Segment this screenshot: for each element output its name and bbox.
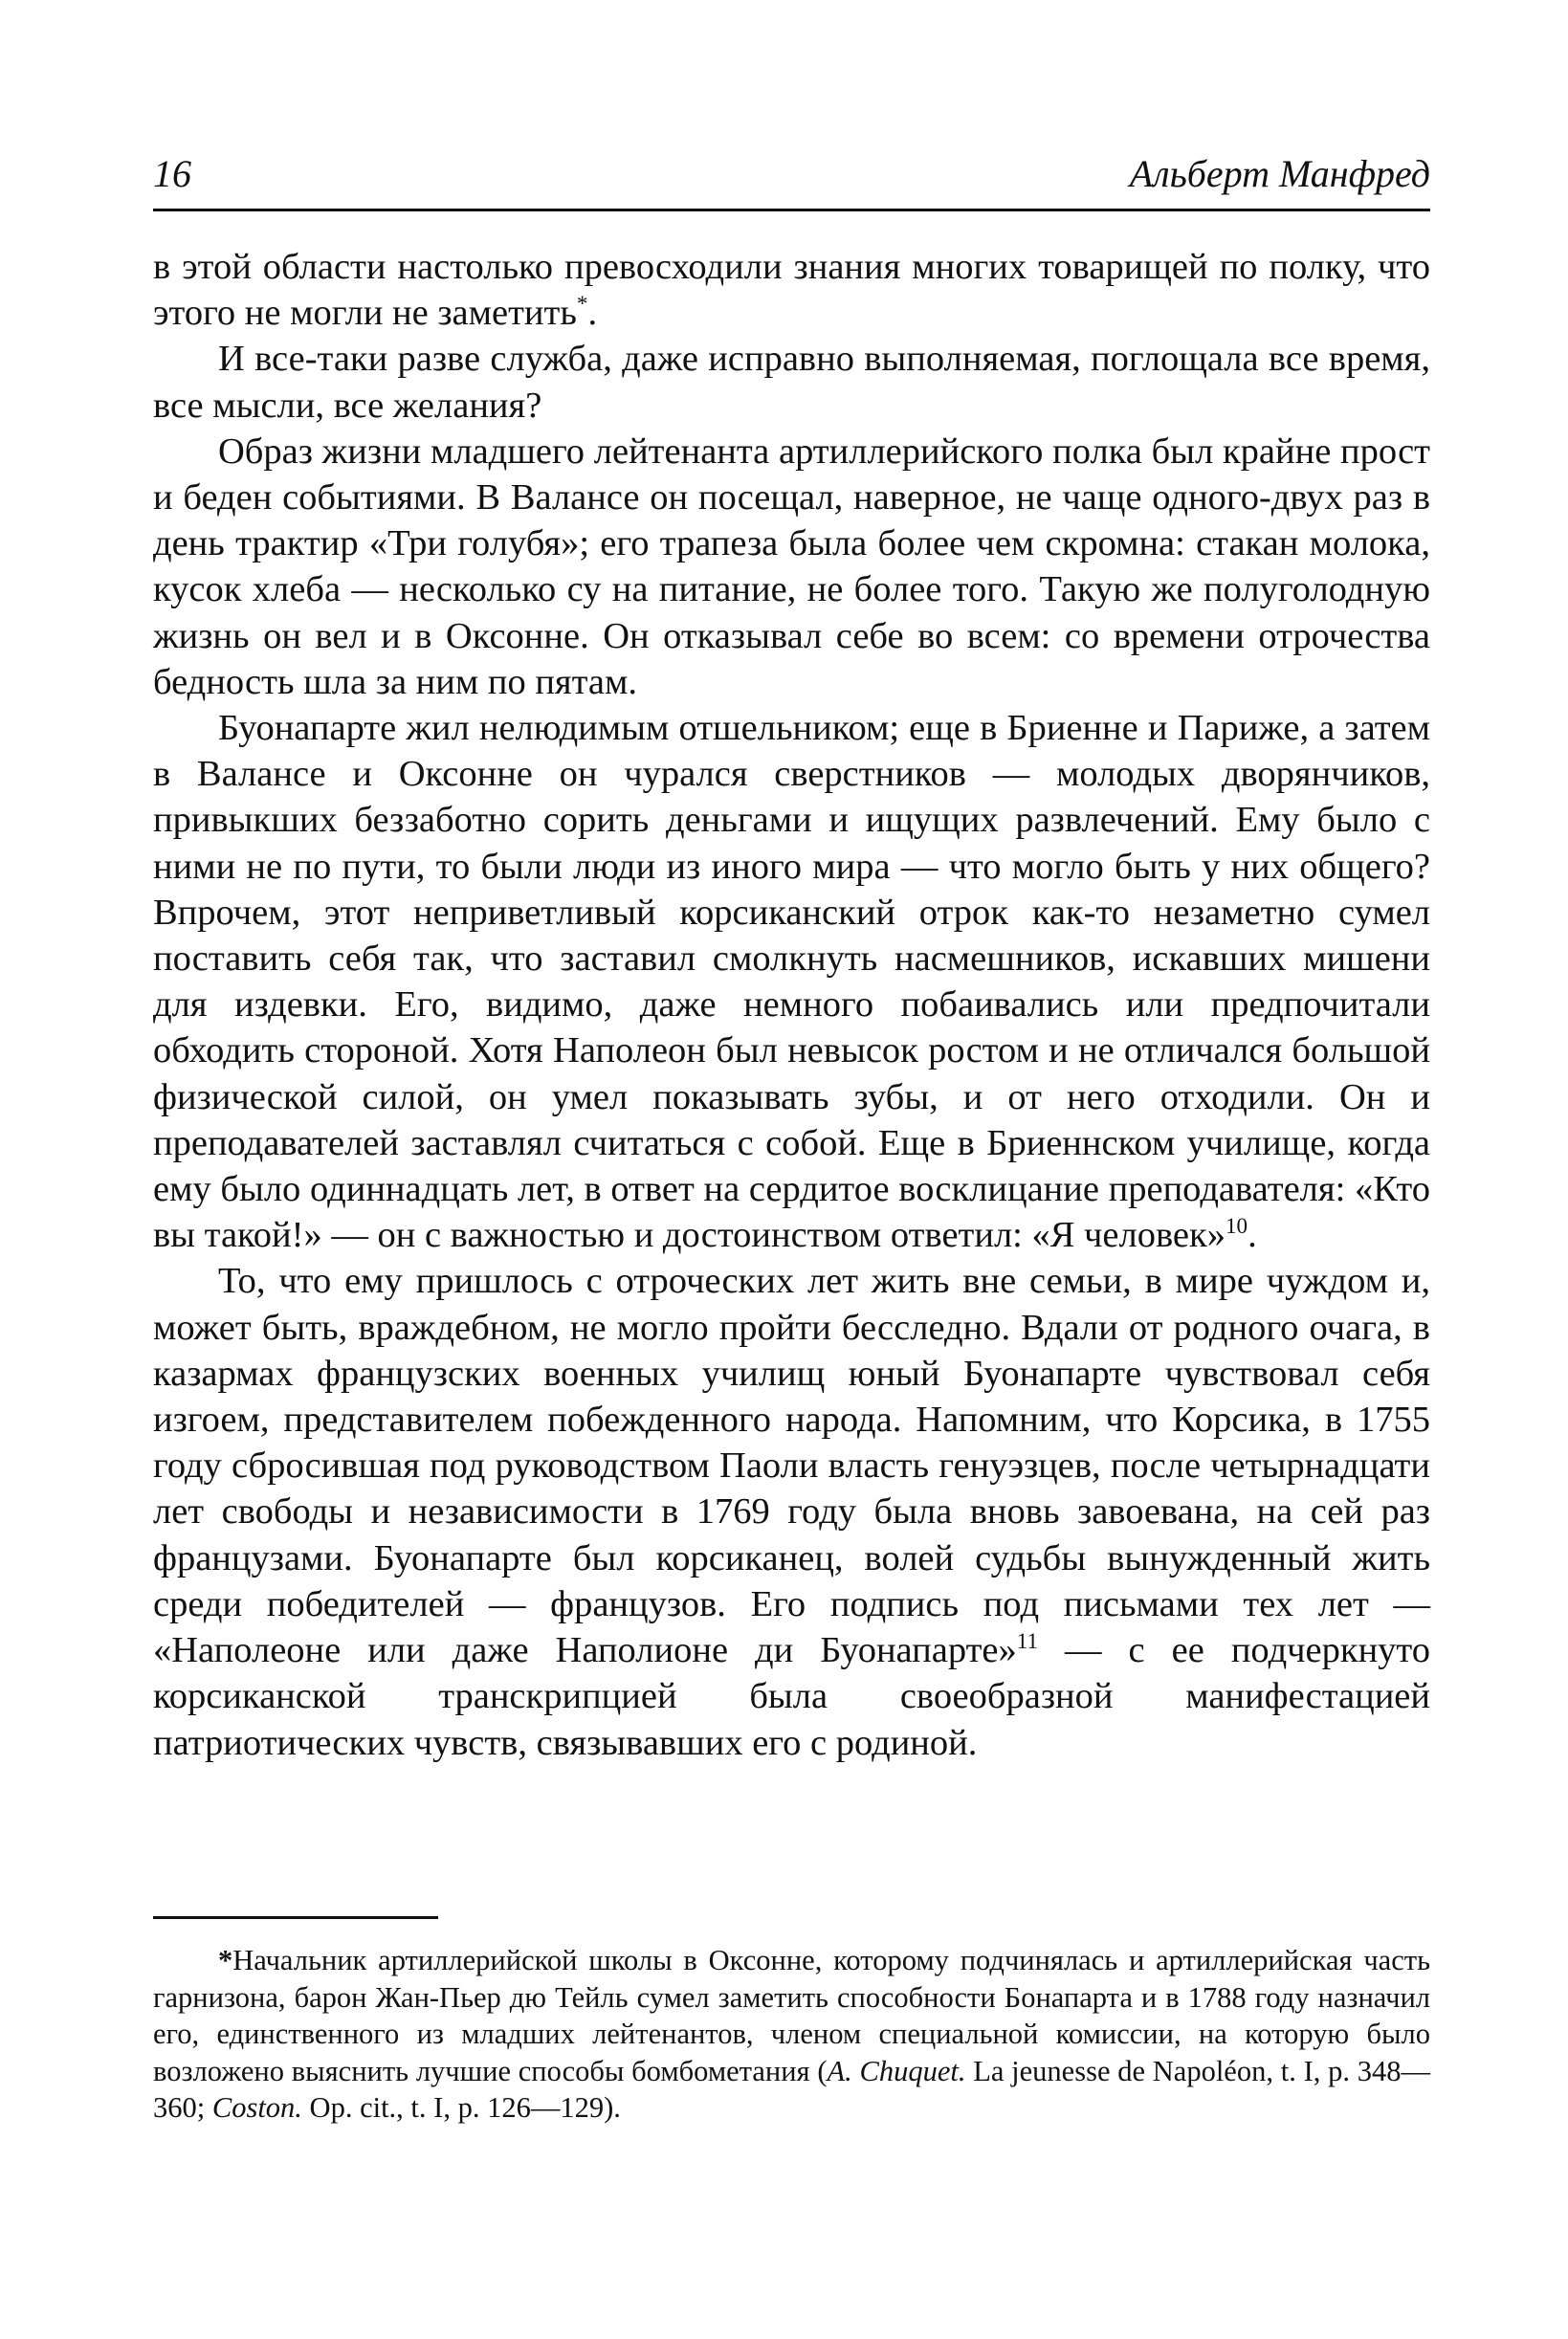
footnote — [153, 1942, 1430, 2127]
running-header — [153, 143, 1430, 201]
note-ref-10: 10 — [1225, 1213, 1248, 1239]
footnote-marker: * — [218, 1944, 233, 1976]
footnote-author-1: A. Chuquet. — [827, 2054, 966, 2087]
header-rule — [153, 209, 1430, 211]
book-page — [153, 143, 1430, 2125]
footnote-author-2: Coston. — [211, 2091, 302, 2125]
paragraph-4-end: . — [1248, 1215, 1257, 1256]
paragraph-3: Образ жизни младшего лейтенанта артиллерийского полка был крайне прост и беден событиями. В Валансе он посещал, наверное, не чаще одного-двух раз в день трактир «Три голубя»; его трапеза была более чем скромна: стакан молока, кусок хлеба — несколько су на питание, не более того. Такую же полуголодную жизнь он вел и в Оксонне. Он отказывал себе во всем: со времени отрочества бедность шла за ним по пятам. — [153, 430, 1430, 702]
footnote-text: Начальник артиллерийской школы в Оксонне, которому подчинялась и артиллерийская часть гарнизона, барон Жан-Пьер дю Тейль сумел заметить способности Бонапарта и в 1788 году назначил его, единственного из младших лейтенантов, членом специальной комиссии, на которую было возложено выяснить лучшие способы бомбометания ( — [153, 1944, 1430, 2087]
footnote-paragraph — [153, 1942, 1430, 2127]
footnote-marker-ref: * — [576, 291, 588, 317]
paragraph-5-text-after: — с ее подчеркнуто корсиканской транскрипцией была своеобразной манифестацией патриотических чувств, связывавших его с родиной. — [153, 1630, 1430, 1763]
paragraph-5 — [153, 1258, 1430, 1765]
paragraph-1-text: в этой области настолько превосходили знания многих товарищей по полку, что этого не могли не заметить — [153, 247, 1430, 334]
page-number: 16 — [153, 152, 191, 195]
paragraph-1-end: . — [587, 293, 598, 334]
note-ref-11: 11 — [1016, 1628, 1038, 1654]
footnote-reference-2: Op. cit., t. I, p. 126—129). — [301, 2091, 621, 2125]
paragraph-4 — [153, 705, 1430, 1258]
footnote-rule — [153, 1916, 438, 1919]
paragraph-5-text-before: То, что ему пришлось с отроческих лет жить вне семьи, в мире чуждом и, может быть, враждебном, не могло пройти бесследно. Вдали от родного очага, в казармах французских военных училищ юный Буонапарте чувствовал себя изгоем, представителем побежденного народа. Напомним, что Корсика, в 1755 году сбросившая под руководством Паоли власть генуэзцев, после четырнадцати лет свободы и независимости в 1769 году была вновь завоевана, на сей раз французами. Буонапарте был корсиканец, волей судьбы вынужденный жить среди победителей — французов. Его подпись под письмами тех лет — «Наполеоне или даже Наполионе ди Буонапарте» — [153, 1261, 1430, 1671]
footnote-reference-1: La jeunesse de Napoléon, t. I, p. 348—360; — [153, 2054, 1430, 2125]
paragraph-4-text: Буонапарте жил нелюдимым отшельником; еще в Бриенне и Париже, а затем в Валансе и Оксонне он чурался сверстников — молодых дворянчиков, привыкших беззаботно сорить деньгами и ищущих развлечений. Ему было с ними не по пути, то были люди из иного мира — что могло быть у них общего? Впрочем, этот неприветливый корсиканский отрок как-то незаметно сумел поставить себя так, что заставил смолкнуть насмешников, искавших мишени для издевки. Его, видимо, даже немного побаивались или предпочитали обходить стороной. Хотя Наполеон был невысок ростом и не отличался большой физической силой, он умел показывать зубы, и от него отходили. Он и преподавателей заставлял считаться с собой. Еще в Бриеннском училище, когда ему было одиннадцать лет, в ответ на сердитое восклицание преподавателя: «Кто вы такой!» — он с важностью и достоинством ответил: «Я человек» — [153, 708, 1430, 1256]
body-text — [153, 244, 1430, 1766]
paragraph-2: И все-таки разве служба, даже исправно выполняемая, поглощала все время, все мысли, все желания? — [153, 339, 1430, 426]
running-title: Альберт Манфред — [1129, 152, 1430, 195]
paragraph-1 — [153, 244, 1430, 336]
